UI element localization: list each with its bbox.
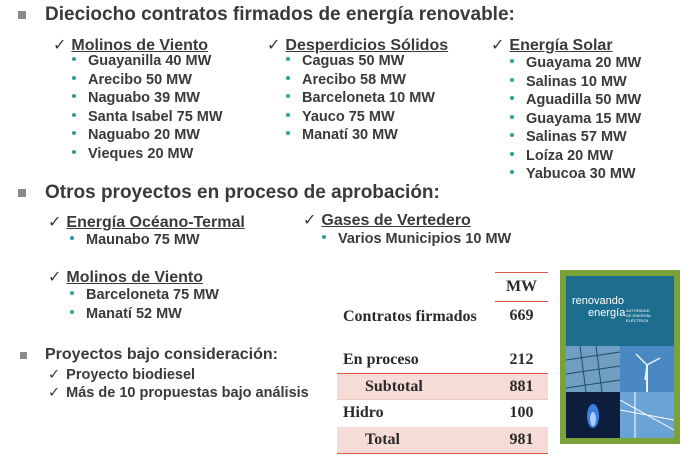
group-label: Molinos de Viento — [71, 37, 209, 54]
list-item: Naguabo 39 MW — [72, 89, 223, 108]
bullet-icon — [510, 170, 514, 174]
bullet-icon — [510, 78, 514, 82]
check-icon: ✓ — [48, 367, 61, 383]
bullet-icon — [70, 291, 74, 295]
list-item: Arecibo 58 MW — [286, 71, 435, 90]
bullet-icon — [510, 133, 514, 137]
bullet-icon — [286, 131, 290, 135]
table-row — [337, 400, 548, 427]
list-item: Manatí 52 MW — [70, 305, 219, 324]
section3-title: Proyectos bajo consideración: — [45, 346, 278, 363]
table-row-subtotal — [337, 374, 548, 400]
list-item: Yauco 75 MW — [286, 108, 435, 127]
bullet-icon — [286, 57, 290, 61]
list-item: Santa Isabel 75 MW — [72, 108, 223, 127]
group-label: Desperdicios Sólidos — [285, 37, 449, 54]
list-energia-solar — [510, 54, 641, 184]
mw-header: MW — [495, 273, 548, 302]
list-item: Loíza 20 MW — [510, 147, 641, 166]
list-molinos-viento — [72, 52, 223, 163]
bullet-icon — [72, 113, 76, 117]
list-oceano-termal — [70, 231, 200, 250]
list-item: Varios Municipios 10 MW — [322, 230, 511, 249]
group-molinos-viento-2 — [48, 267, 203, 287]
list-item: Barceloneta 10 MW — [286, 89, 435, 108]
check-icon: ✓ — [303, 212, 317, 229]
row-value: 981 — [495, 427, 548, 454]
cover-title: renovando — [572, 295, 624, 307]
table-row-total — [337, 427, 548, 454]
row-label: Hidro — [337, 400, 495, 427]
row-label: Subtotal — [337, 374, 495, 400]
cover-title-2: energía — [588, 307, 626, 319]
table-row — [337, 348, 548, 374]
bullet-icon — [510, 115, 514, 119]
group-oceano-termal — [48, 212, 245, 232]
list-item: Vieques 20 MW — [72, 145, 223, 164]
list-item: Guayama 15 MW — [510, 110, 641, 129]
cover-org: AUTORIDAD — [626, 308, 650, 313]
list-item: Arecibo 50 MW — [72, 71, 223, 90]
list-molinos-viento-2 — [70, 286, 219, 323]
check-icon: ✓ — [48, 385, 61, 401]
list-item: Aguadilla 50 MW — [510, 91, 641, 110]
list-desperdicios-solidos — [286, 52, 435, 145]
bullet-icon — [510, 96, 514, 100]
bullet-icon — [322, 235, 326, 239]
bullet-icon — [72, 131, 76, 135]
group-energia-solar — [491, 35, 613, 55]
check-icon: ✓ — [267, 37, 281, 54]
section-bullet — [18, 189, 26, 197]
bullet-icon — [72, 76, 76, 80]
bullet-icon — [70, 310, 74, 314]
bullet-icon — [286, 76, 290, 80]
bullet-icon — [72, 150, 76, 154]
cover-illustration — [560, 270, 680, 444]
bullet-icon — [510, 152, 514, 156]
bullet-icon — [70, 236, 74, 240]
cover-org-2: DE ENERGÍA — [626, 313, 651, 318]
section-bullet — [20, 352, 27, 359]
group-label: Energía Solar — [509, 37, 613, 54]
list-item: Salinas 57 MW — [510, 128, 641, 147]
check-icon: ✓ — [48, 214, 62, 231]
group-gases-vertedero — [303, 210, 471, 230]
row-value: 100 — [495, 400, 548, 427]
section1-title: Dieciocho contratos firmados de energía renovable: — [45, 4, 515, 25]
check-icon: ✓ — [48, 269, 62, 286]
row-label: En proceso — [343, 351, 419, 369]
bullet-icon — [286, 94, 290, 98]
check-icon: ✓ — [53, 37, 67, 54]
row-label: Total — [337, 427, 495, 454]
bullet-icon — [72, 57, 76, 61]
list-item: Maunabo 75 MW — [70, 231, 200, 250]
consideration-item: ✓ Más de 10 propuestas bajo análisis — [48, 385, 309, 401]
list-item: Barceloneta 75 MW — [70, 286, 219, 305]
list-item: Guayama 20 MW — [510, 54, 641, 73]
list-item: Manatí 30 MW — [286, 126, 435, 145]
renovando-energia-cover — [560, 270, 680, 444]
list-item: Yabucoa 30 MW — [510, 165, 641, 184]
bullet-icon — [72, 94, 76, 98]
group-label: Molinos de Viento — [66, 269, 204, 286]
bullet-icon — [286, 113, 290, 117]
list-item: Caguas 50 MW — [286, 52, 435, 71]
list-item: Guayanilla 40 MW — [72, 52, 223, 71]
list-item: Salinas 10 MW — [510, 73, 641, 92]
row-value: 669 — [509, 307, 534, 324]
bullet-icon — [510, 59, 514, 63]
consideration-item: ✓ Proyecto biodiesel — [48, 367, 196, 383]
group-label: Energía Océano-Termal — [66, 214, 245, 231]
table-row — [337, 302, 548, 348]
list-item: Naguabo 20 MW — [72, 126, 223, 145]
group-label: Gases de Vertedero — [321, 212, 471, 229]
list-gases-vertedero — [322, 230, 511, 249]
row-value: 881 — [495, 374, 548, 400]
row-value: 212 — [509, 351, 534, 369]
section2-title: Otros proyectos en proceso de aprobación: — [45, 182, 440, 203]
check-icon: ✓ — [491, 37, 505, 54]
cover-org-3: ELÉCTRICA — [626, 318, 649, 323]
table-header-row — [337, 273, 548, 302]
summary-table — [337, 272, 548, 454]
section-bullet — [18, 11, 26, 19]
row-label: Contratos firmados — [343, 307, 477, 325]
